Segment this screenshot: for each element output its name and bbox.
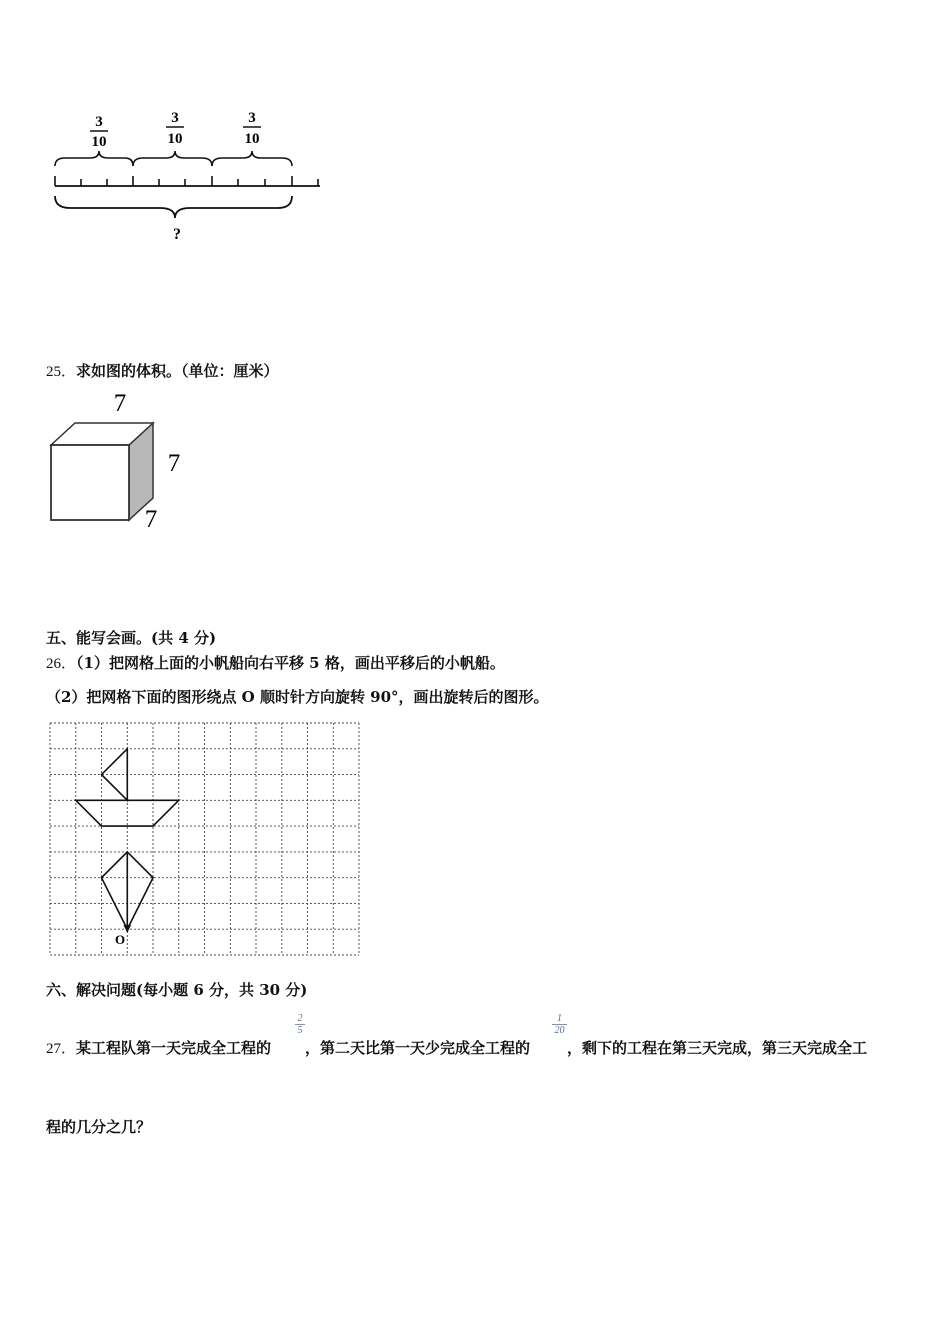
section-6-heading: 六、解决问题(每小题 6 分，共 30 分) bbox=[46, 981, 308, 999]
question-27-fraction-2 bbox=[551, 1013, 568, 1036]
upper-brace-3 bbox=[212, 151, 292, 166]
cube-right-label: 7 bbox=[167, 450, 181, 477]
fraction-1-denominator: 5 bbox=[297, 1025, 303, 1036]
segment-2-denominator: 10 bbox=[167, 131, 183, 147]
fraction-2-numerator: 1 bbox=[557, 1013, 562, 1024]
question-25 bbox=[46, 360, 279, 381]
question-27-text-a: 某工程队第一天完成全工程的 bbox=[76, 1039, 272, 1057]
segment-label-1 bbox=[90, 114, 108, 150]
lower-brace bbox=[55, 196, 292, 218]
question-27-number: 27． bbox=[46, 1041, 77, 1057]
question-25-text: 求如图的体积。（单位：厘米） bbox=[76, 362, 279, 380]
segment-2-numerator: 3 bbox=[171, 110, 179, 126]
question-27-line-1 bbox=[46, 1037, 271, 1058]
cube-front-face bbox=[51, 445, 129, 520]
cube-figure bbox=[40, 385, 200, 535]
question-27-fraction-1 bbox=[294, 1013, 306, 1036]
segment-1-numerator: 3 bbox=[95, 114, 103, 130]
segment-1-denominator: 10 bbox=[91, 134, 107, 150]
question-26-part-2: （2）把网格下面的图形绕点 O 顺时针方向旋转 90°，画出旋转后的图形。 bbox=[46, 688, 549, 706]
segment-label-3 bbox=[243, 110, 261, 147]
upper-brace-1 bbox=[55, 151, 133, 166]
total-question-mark: ? bbox=[173, 226, 181, 243]
question-26-part-1-text: （1）把网格上面的小帆船向右平移 5 格，画出平移后的小帆船。 bbox=[76, 654, 505, 672]
cube-top-label: 7 bbox=[113, 390, 127, 417]
tick-marks bbox=[55, 176, 318, 186]
fraction-1-numerator: 2 bbox=[297, 1013, 303, 1024]
segment-3-numerator: 3 bbox=[248, 110, 256, 126]
grid-lines bbox=[50, 723, 359, 955]
question-27-line-2: 程的几分之几？ bbox=[46, 1118, 152, 1136]
cube-bottom-label: 7 bbox=[144, 506, 158, 533]
question-27-text-b: ，第二天比第一天少完成全工程的 bbox=[305, 1039, 531, 1057]
segment-label-2 bbox=[166, 110, 184, 147]
question-25-number: 25． bbox=[46, 364, 77, 380]
question-26-number: 26． bbox=[46, 656, 77, 672]
number-line-figure bbox=[40, 100, 340, 250]
drawing-grid bbox=[40, 715, 370, 965]
fraction-2-denominator: 20 bbox=[554, 1025, 565, 1036]
section-5-heading: 五、能写会画。(共 4 分) bbox=[46, 629, 217, 647]
question-26-part-1 bbox=[46, 652, 505, 673]
rotation-point-label: O bbox=[114, 932, 126, 947]
question-27-text-c: ，剩下的工程在第三天完成，第三天完成全工 bbox=[567, 1039, 868, 1057]
segment-3-denominator: 10 bbox=[244, 131, 260, 147]
upper-brace-2 bbox=[133, 151, 212, 166]
